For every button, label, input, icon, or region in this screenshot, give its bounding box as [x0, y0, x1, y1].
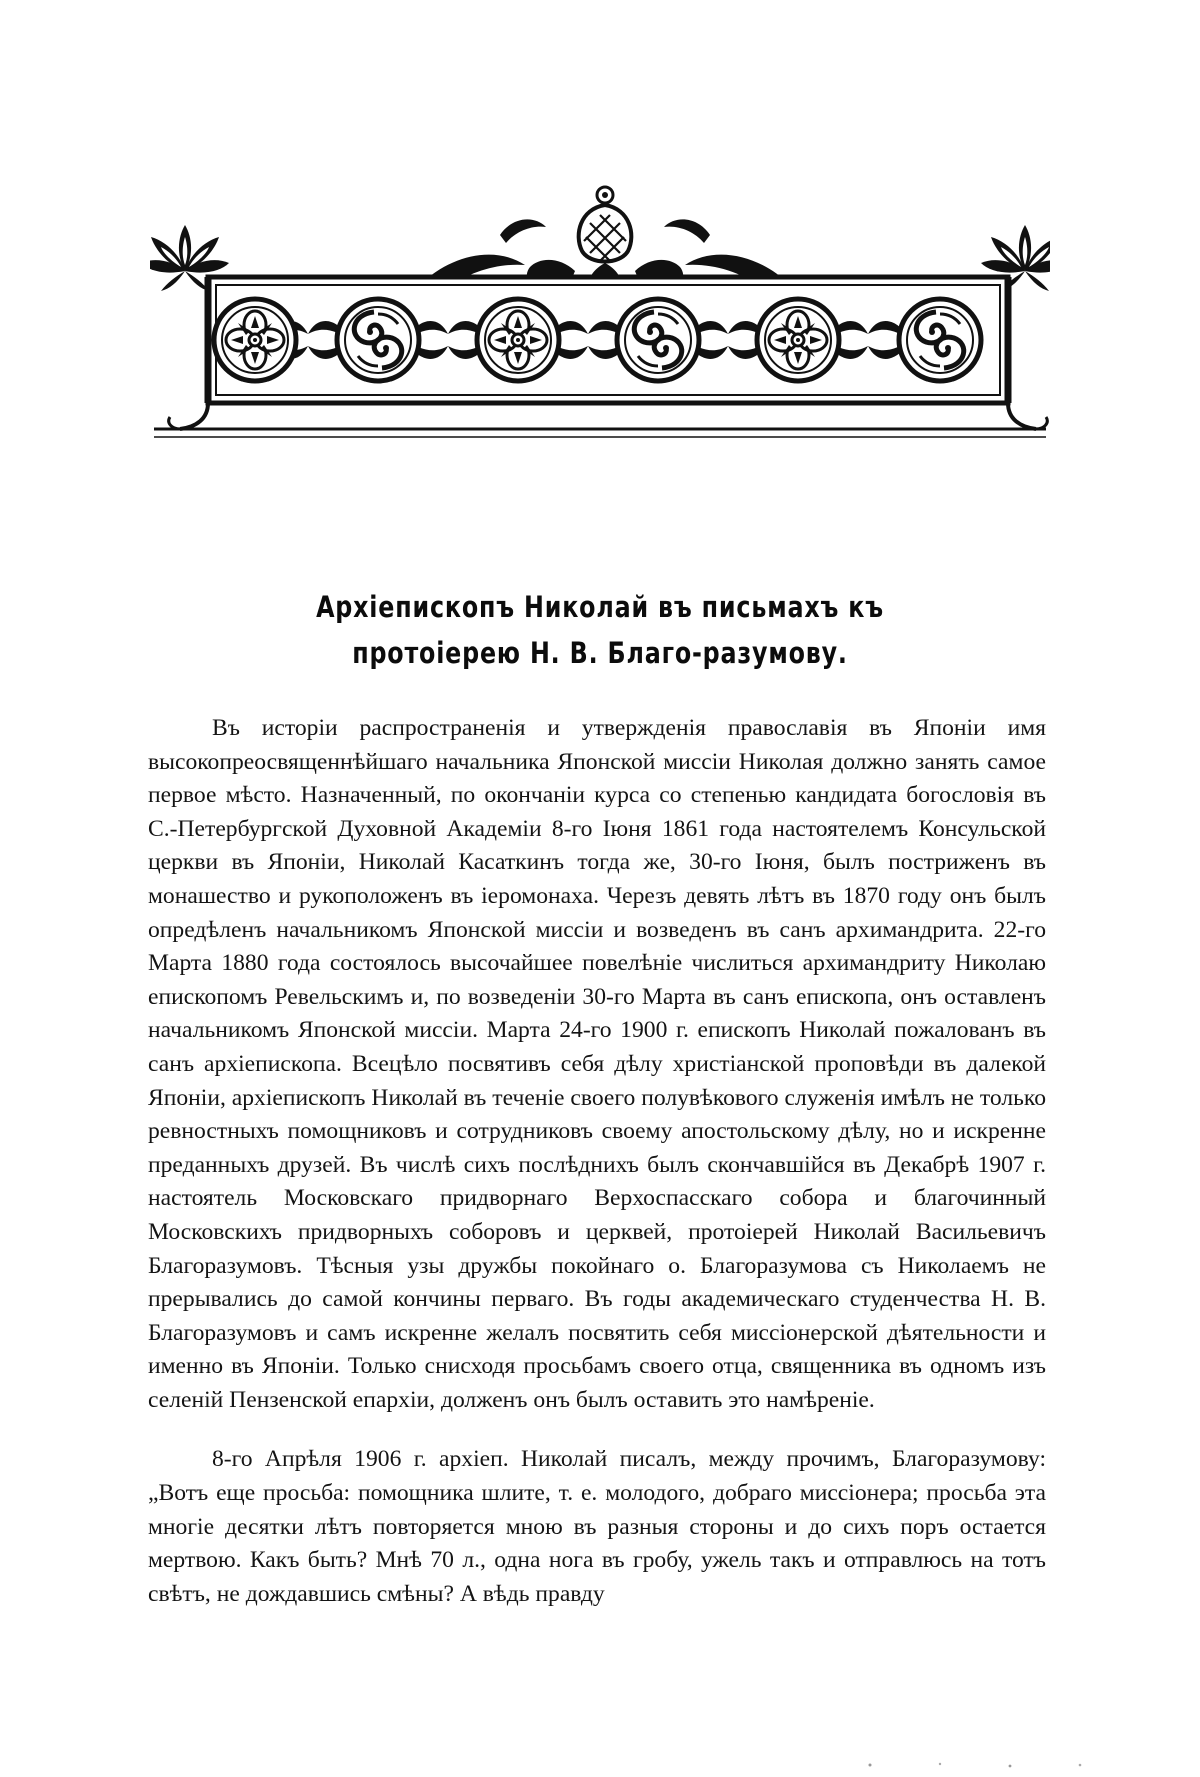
rosette-medallion [477, 299, 559, 381]
swirl-medallion [617, 299, 699, 381]
paragraph: Въ исторіи распространенія и утвержденія православія въ Японіи имя высокопреосвященнѣйшаго начальника Японской миссіи Николая должно занять самое первое мѣсто. Назначенный, по окончаніи курса со степенью кандидата богословія въ С.-Петербургской Духовной Академіи 8-го Іюня 1861 года настоятелемъ Консульской церкви въ Японіи, Николай Касаткинъ тогда же, 30-го Іюня, былъ постриженъ въ монашество и рукоположенъ въ іеромонаха. Черезъ девять лѣтъ въ 1870 году онъ былъ опредѣленъ начальникомъ Японской миссіи и возведенъ въ санъ архимандрита. 22-го Марта 1880 года состоялось высочайшее повелѣніе числиться архимандриту Николаю епископомъ Ревельскимъ и, по возведеніи 30-го Марта въ санъ епископа, онъ оставленъ начальникомъ Японской миссіи. Марта 24-го 1900 г. епископъ Николай пожалованъ въ санъ архіепископа. Всецѣло посвятивъ себя дѣлу христіанской проповѣди въ далекой Японіи, архіепископъ Николай въ теченіе своего полувѣкового служенія имѣлъ не только ревностныхъ помощниковъ и сотрудниковъ своему апостольскому дѣлу, но и искренне преданныхъ друзей. Въ числѣ сихъ послѣднихъ былъ скончавшійся въ Декабрѣ 1907 г. настоятель Московскаго придворнаго Верхоспасскаго собора и благочинный Московскихъ придворныхъ соборовъ и церквей, протоіерей Николай Васильевичъ Благоразумовъ. Тѣсныя узы дружбы покойнаго о. Благоразумова съ Николаемъ не прерывались до самой кончины перваго. Въ годы академическаго студенчества Н. В. Благоразумовъ и самъ искренне желалъ посвятить себя миссіонерской дѣятельности и именно въ Японіи. Только снисходя просьбамъ своего отца, священника въ одномъ изъ селеній Пензенской епархіи, долженъ онъ былъ оставить это намѣреніе. [148, 715, 1046, 1413]
crown-ornament [420, 187, 790, 289]
paragraph: 8-го Апрѣля 1906 г. архіеп. Николай писалъ, между прочимъ, Благоразумову: „Вотъ еще просьба: помощника шлите, т. е. молодого, добраго миссіонера; просьба эта многіе десятки лѣтъ повторяется мною въ разныя стороны и до сихъ поръ остается мертвою. Какъ быть? Мнѣ 70 л., одна нога въ гробу, ужель такъ и отправлюсь на тотъ свѣтъ, не дождавшись смѣны? А вѣдь правду [148, 1446, 1046, 1607]
print-specks [850, 1760, 1100, 1770]
swirl-medallion [337, 299, 419, 381]
ornament-graphic [150, 175, 1050, 440]
rosette-medallion [214, 299, 296, 381]
ornament-base-rule [154, 403, 1047, 437]
article-title: Архіепископъ Николай въ письмахъ къ протоіерею Н. В. Благо-разумову. [316, 590, 884, 670]
rosette-medallion [757, 299, 839, 381]
swirl-medallion [899, 299, 981, 381]
article-body [148, 712, 1046, 1611]
ornamental-headpiece [150, 175, 1050, 440]
